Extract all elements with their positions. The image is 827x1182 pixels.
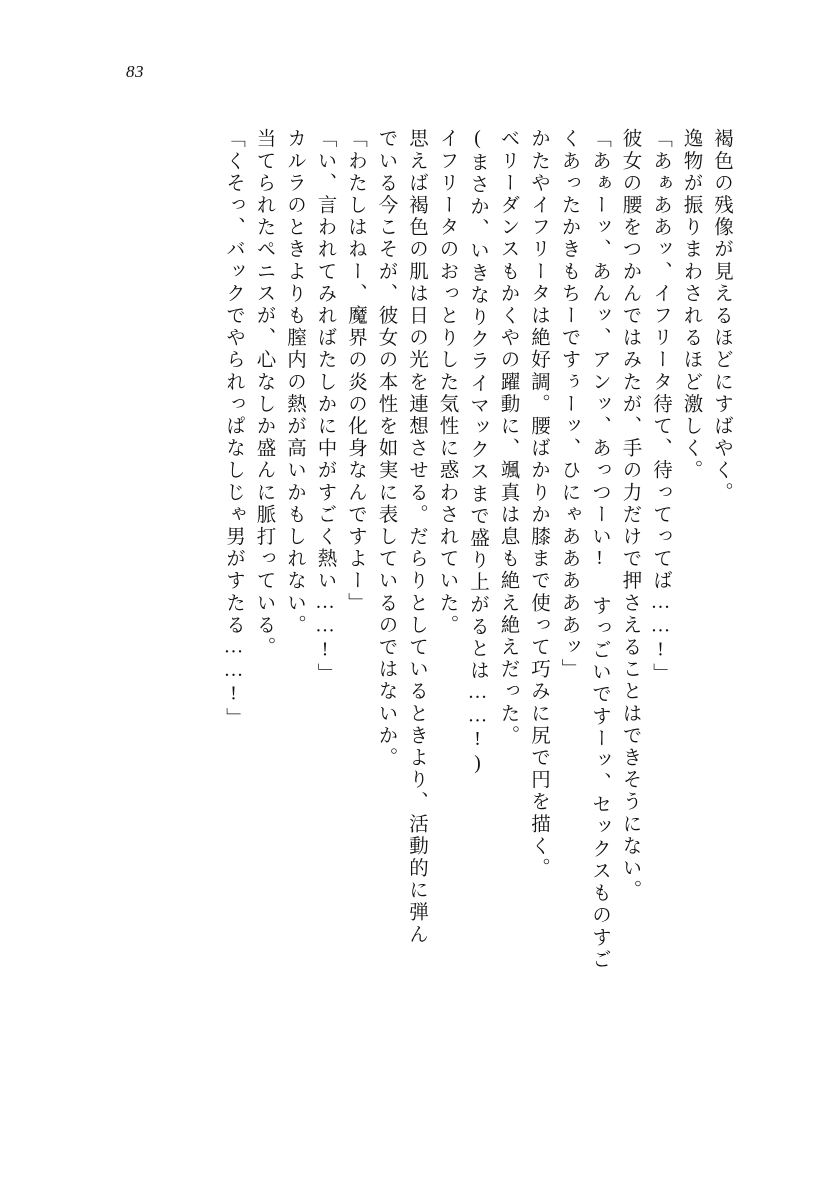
text-line: 「い、言われてみればたしかに中がすごく熱い……!」	[314, 128, 336, 685]
text-line: 当てられたペニスが、心なしか盛んに脈打っている。	[253, 128, 275, 659]
text-line: でいる今こそが、彼女の本性を如実に表しているのではないか。	[375, 128, 397, 769]
body-text-block	[91, 128, 732, 971]
text-line: 「あぁーッ、あんッ、アンッ、あっつーい! すっごいですーッ、セックスものすご	[589, 128, 610, 971]
text-line: 彼女の腰をつかんではみたが、手の力だけで押さえることはできそうにない。	[619, 128, 641, 902]
text-line: 「わたしはねー、魔界の炎の化身なんですよー」	[345, 128, 366, 615]
text-line: 思えば褐色の肌は日の光を連想させる。だらりとしているときより、活動的に弾ん	[406, 128, 427, 946]
text-line: 逸物が振りまわされるほど激しく。	[680, 128, 702, 482]
text-line: イフリータのおっとりした気性に惑わされていた。	[436, 128, 458, 637]
text-line: 「あぁああッ、イフリータ待て、待ってってば……!」	[650, 128, 671, 685]
page-number: 83	[126, 62, 144, 81]
text-line: (まさか、いきなりクライマックスまで盛り上がるとは……!)	[467, 128, 488, 777]
text-line: かたやイフリータは絶好調。腰ばかりか膝まで使って巧みに尻で円を描く。	[528, 128, 549, 880]
text-line: 褐色の残像が見えるほどにすばやく。	[711, 128, 732, 504]
text-line: カルラのときよりも膣内の熱が高いかもしれない。	[284, 128, 305, 637]
text-line: くあったかきもちーですぅーッ、ひにゃあああああッ」	[558, 128, 580, 681]
text-line: 「くそっ、バックでやられっぱなしじゃ男がすたる……!」	[223, 128, 244, 730]
text-line: ベリーダンスもかくやの躍動に、颯真は息も絶え絶えだった。	[497, 128, 519, 747]
